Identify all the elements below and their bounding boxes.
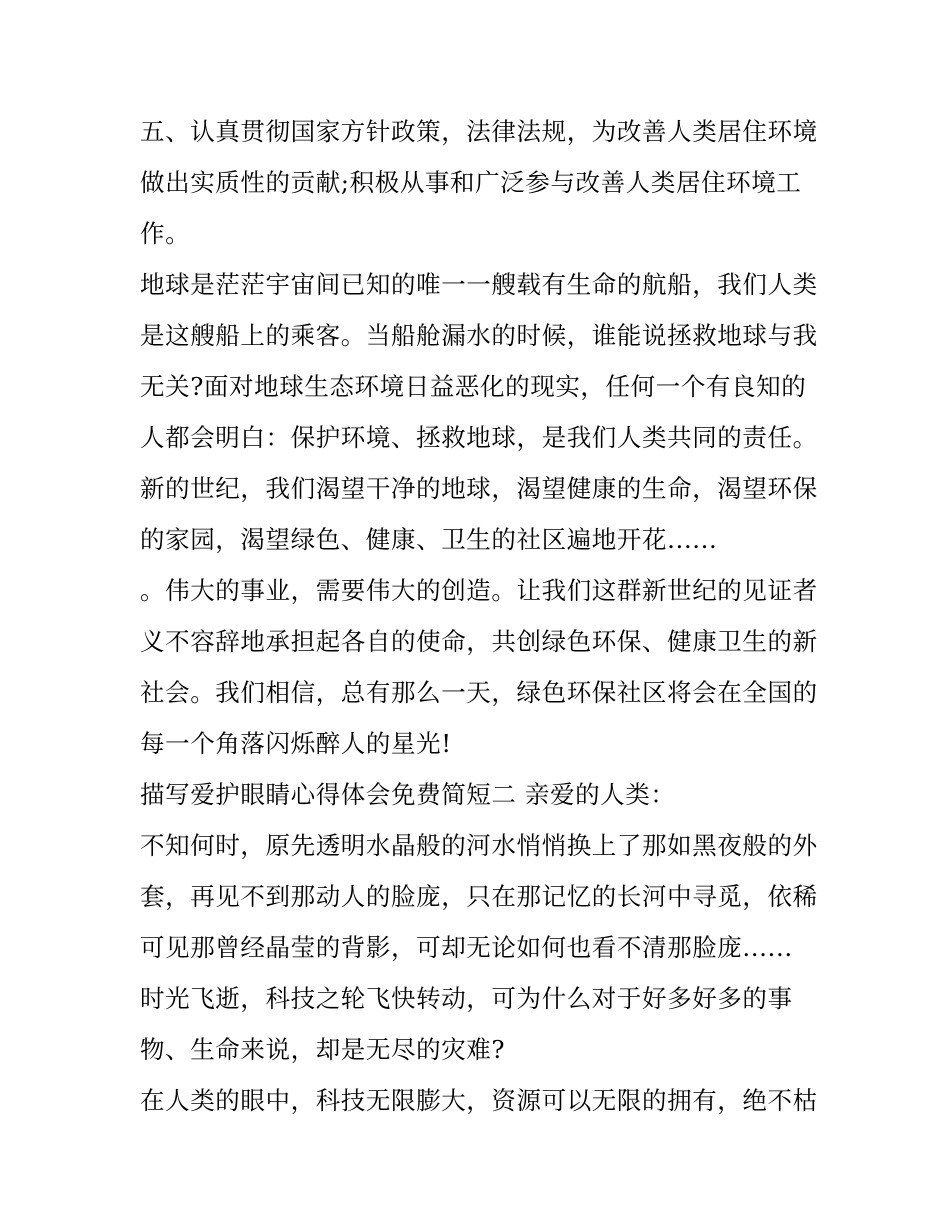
- text-line: 物、生命来说，却是无尽的灾难?: [140, 1035, 506, 1064]
- text-line: 可见那曾经晶莹的背影，可却无论如何也看不清那脸庞......: [140, 933, 793, 962]
- text-line: 作。: [140, 219, 191, 248]
- text-line: 地球是茫茫宇宙间已知的唯一一艘载有生命的航船，我们人类: [140, 270, 818, 299]
- text-line: 每一个角落闪烁醉人的星光!: [140, 729, 452, 758]
- text-line: 。伟大的事业，需要伟大的创造。让我们这群新世纪的见证者: [140, 576, 818, 605]
- text-line: 新的世纪，我们渴望干净的地球，渴望健康的生命，渴望环保: [140, 474, 818, 503]
- section-heading: 描写爱护眼睛心得体会免费简短二 亲爱的人类：: [140, 780, 676, 809]
- text-line: 不知何时，原先透明水晶般的河水悄悄换上了那如黑夜般的外: [140, 831, 818, 860]
- text-line: 做出实质性的贡献;积极从事和广泛参与改善人类居住环境工: [140, 168, 802, 197]
- document-body: [140, 106, 820, 1126]
- text-line: 社会。我们相信，总有那么一天，绿色环保社区将会在全国的: [140, 678, 818, 707]
- text-line: 无关?面对地球生态环境日益恶化的现实，任何一个有良知的: [140, 372, 807, 401]
- text-line: 义不容辞地承担起各自的使命，共创绿色环保、健康卫生的新: [140, 627, 818, 656]
- text-line: 是这艘船上的乘客。当船舱漏水的时候，谁能说拯救地球与我: [140, 321, 818, 350]
- text-line: 在人类的眼中，科技无限膨大，资源可以无限的拥有，绝不枯: [140, 1086, 818, 1115]
- text-line: 的家园，渴望绿色、健康、卫生的社区遍地开花......: [140, 525, 718, 554]
- text-line: 五、认真贯彻国家方针政策，法律法规，为改善人类居住环境: [140, 117, 818, 146]
- text-line: 时光飞逝，科技之轮飞快转动，可为什么对于好多好多的事: [140, 984, 793, 1013]
- text-line: 人都会明白：保护环境、拯救地球，是我们人类共同的责任。: [140, 423, 818, 452]
- text-line: 套，再见不到那动人的脸庞，只在那记忆的长河中寻觅，依稀: [140, 882, 818, 911]
